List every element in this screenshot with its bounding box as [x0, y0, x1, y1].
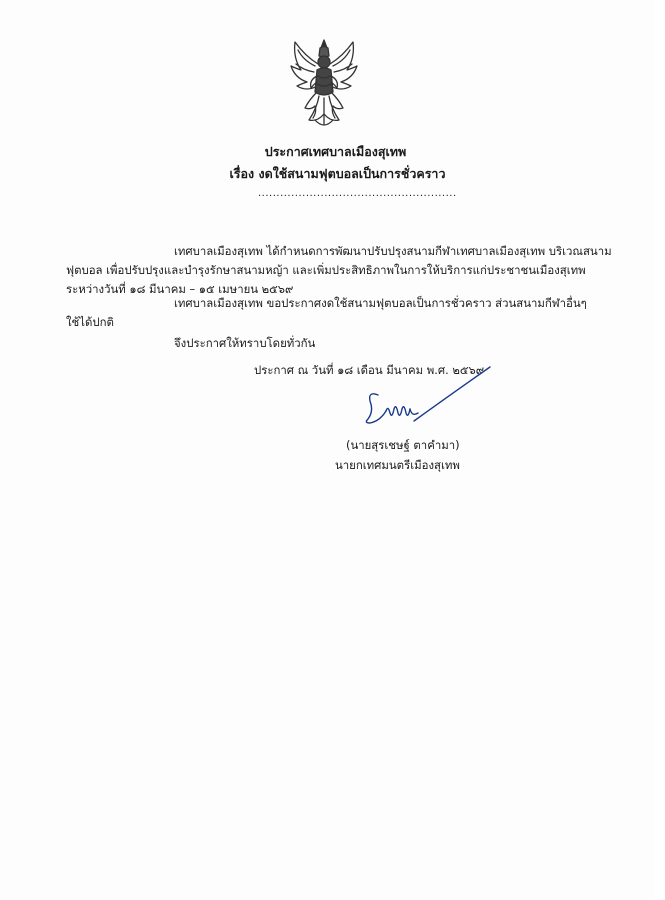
document-title: ประกาศเทศบาลเมืองสุเทพ — [264, 144, 407, 159]
announcement-date: ประกาศ ณ วันที่ ๑๘ เดือน มีนาคม พ.ศ. ๒๕๖๙ — [254, 363, 485, 377]
signer-position: นายกเทศมนตรีเมืองสุเทพ — [335, 458, 460, 472]
paragraph-2-line-2: ใช้ได้ปกติ — [66, 315, 114, 329]
paragraph-1-line-3: ระหว่างวันที่ ๑๘ มีนาคม – ๑๕ เมษายน ๒๕๖๙ — [66, 282, 294, 296]
paragraph-2-line-1: เทศบาลเมืองสุเทพ ขอประกาศงดใช้สนามฟุตบอลเป็นการชั่วคราว ส่วนสนามกีฬาอื่นๆ — [174, 296, 587, 310]
signature-icon — [350, 365, 500, 435]
document-subject: เรื่อง งดใช้สนามฟุตบอลเป็นการชั่วคราว — [229, 166, 446, 181]
paragraph-1-line-1: เทศบาลเมืองสุเทพ ได้กำหนดการพัฒนาปรับปรุงสนามกีฬาเทศบาลเมืองสุเทพ บริเวณสนาม — [174, 244, 612, 258]
separator-dots: ...................................................... — [258, 188, 457, 199]
garuda-emblem-icon — [287, 36, 361, 132]
closing-statement: จึงประกาศให้ทราบโดยทั่วกัน — [174, 336, 316, 350]
signer-name: (นายสุรเชษฐ์ ตาคำมา) — [346, 438, 460, 452]
paragraph-1-line-2: ฟุตบอล เพื่อปรับปรุงและบำรุงรักษาสนามหญ้า และเพิ่มประสิทธิภาพในการให้บริการแก่ประชาชนเมืองสุเทพ — [66, 263, 586, 277]
